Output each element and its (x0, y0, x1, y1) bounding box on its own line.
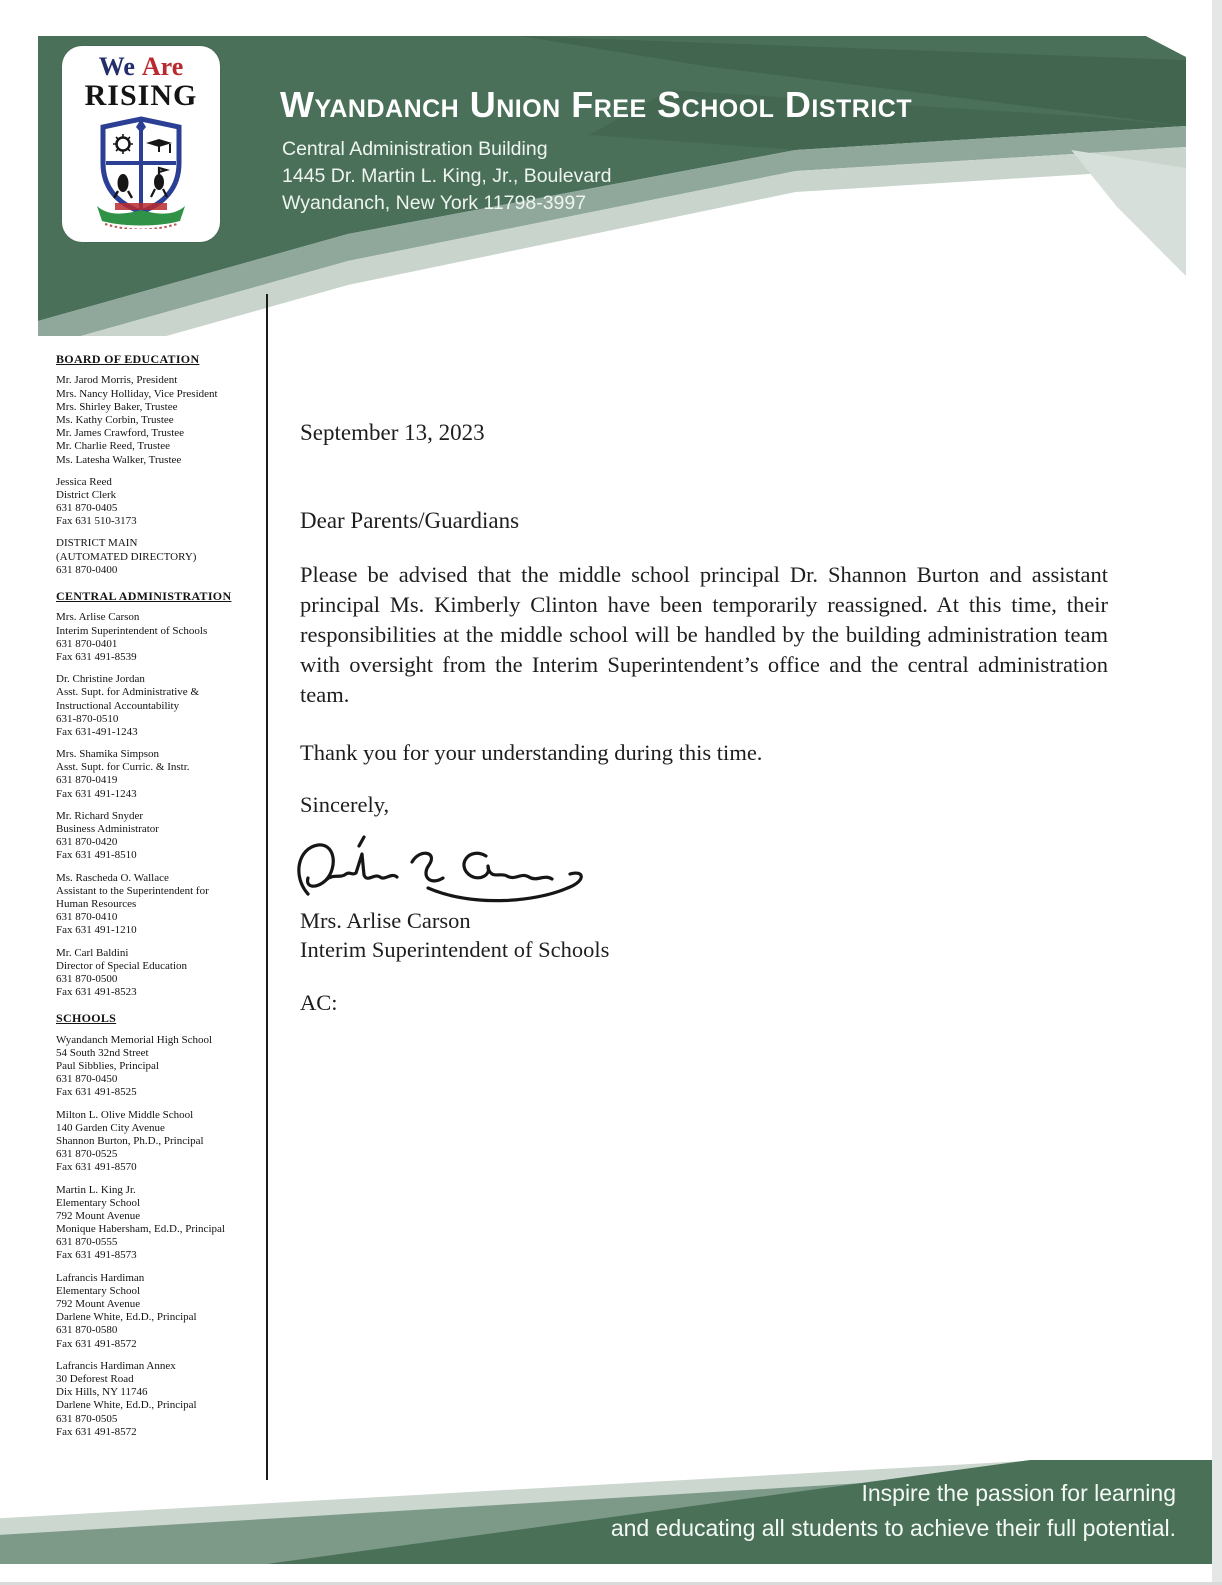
sidebar-line: (AUTOMATED DIRECTORY) (56, 550, 197, 563)
sidebar-line: Interim Superintendent of Schools (56, 624, 208, 637)
sidebar-line: Mrs. Arlise Carson (56, 611, 140, 624)
logo-rising-text: RISING (84, 79, 198, 112)
sidebar-line: 631 870-0405 (56, 502, 118, 515)
sidebar-entry (56, 1272, 251, 1351)
sidebar-line: 631 870-0450 (56, 1073, 118, 1086)
sidebar-line: Mr. James Crawford, Trustee (56, 427, 185, 440)
logo-we-are-text: We Are (98, 52, 184, 81)
closing-line: Sincerely, (300, 792, 390, 817)
sidebar-section-heading: BOARD OF EDUCATION (56, 352, 200, 366)
vertical-divider-line (266, 294, 268, 1480)
sidebar-line: 792 Mount Avenue (56, 1209, 141, 1222)
sidebar-entry (56, 476, 251, 529)
sidebar-line: Fax 631 491-8525 (56, 1086, 137, 1099)
sidebar-line: 631 870-0580 (56, 1324, 118, 1337)
sidebar-line: Fax 631 510-3173 (56, 515, 137, 528)
sidebar-entry (56, 537, 251, 577)
sidebar-line: Darlene White, Ed.D., Principal (56, 1399, 197, 1412)
district-motto (611, 1476, 1176, 1545)
sidebar-section (56, 1011, 251, 1439)
sidebar-line: Assistant to the Superintendent for (56, 884, 209, 897)
sidebar-line: Fax 631 491-8573 (56, 1249, 137, 1262)
sidebar-line: 631 870-0419 (56, 774, 118, 787)
sidebar-line: 792 Mount Avenue (56, 1298, 141, 1311)
sidebar-line: Fax 631 491-8570 (56, 1161, 137, 1174)
scan-edge (1212, 0, 1222, 1585)
sidebar-line: Ms. Rascheda O. Wallace (56, 871, 169, 884)
address-line: Central Administration Building (282, 138, 548, 160)
sidebar-line: 140 Garden City Avenue (56, 1121, 165, 1134)
sidebar-entry (56, 673, 251, 739)
sidebar-line: Ms. Kathy Corbin, Trustee (56, 413, 174, 426)
sidebar-line: Martin L. King Jr. (56, 1183, 136, 1196)
signer-name: Mrs. Arlise Carson (300, 908, 471, 933)
signature (288, 824, 600, 916)
body-paragraph: Please be advised that the middle school principal Dr. Shannon Burton and assistant principal Ms. Kimberly Clinton have been temporarily reassigned. At this time, their responsibilities at the middle school will be handled by the building administration team with oversight from the Interim Superintendent’s office and the central administration team. (300, 562, 1108, 707)
sidebar-entry (56, 947, 251, 1000)
sidebar-line: Elementary School (56, 1196, 141, 1209)
sidebar-line: Fax 631 491-1243 (56, 787, 137, 800)
sidebar-line: Lafrancis Hardiman (56, 1271, 145, 1284)
sidebar-line: Business Administrator (56, 823, 159, 836)
sidebar-entry (56, 872, 251, 938)
signer-title: Interim Superintendent of Schools (300, 937, 610, 963)
sidebar-line: Mr. Jarod Morris, President (56, 374, 178, 387)
address-line: 1445 Dr. Martin L. King, Jr., Boulevard (282, 164, 612, 187)
sidebar-section (56, 589, 251, 999)
district-logo (62, 46, 220, 242)
sidebar-line: Elementary School (56, 1284, 141, 1297)
sidebar-line: Mrs. Shamika Simpson (56, 748, 159, 761)
sidebar-line: Jessica Reed (56, 475, 112, 488)
sidebar-line: 30 Deforest Road (56, 1372, 134, 1385)
sidebar-line: 631 870-0400 (56, 563, 118, 576)
address-line: Wyandanch, New York 11798-3997 (282, 191, 587, 214)
sidebar-line: Mr. Richard Snyder (56, 809, 144, 822)
sidebar-line: Paul Sibblies, Principal (56, 1060, 159, 1073)
sidebar-entry (56, 1184, 251, 1263)
body-paragraph: Thank you for your understanding during this time. (300, 740, 763, 765)
sidebar-line: Darlene White, Ed.D., Principal (56, 1311, 197, 1324)
sidebar-line: Asst. Supt. for Administrative & (56, 686, 199, 699)
sidebar-entry (56, 748, 251, 801)
sidebar-line: Instructional Accountability (56, 699, 180, 712)
district-name-title: Wyandanch Union Free School District (280, 84, 913, 125)
motto-line: and educating all students to achieve their full potential. (610, 1514, 1176, 1541)
sidebar-line: Fax 631 491-8523 (56, 986, 137, 999)
sidebar-line: 631 870-0505 (56, 1412, 118, 1425)
sidebar-entry (56, 1109, 251, 1175)
sidebar-line: Lafrancis Hardiman Annex (56, 1359, 176, 1372)
footer-banner (0, 1460, 1212, 1564)
sidebar-line: Fax 631 491-8572 (56, 1425, 137, 1438)
sidebar-line: Asst. Supt. for Curric. & Instr. (56, 761, 190, 774)
sidebar-entry (56, 374, 251, 466)
sidebar-line: Mrs. Nancy Holliday, Vice President (56, 387, 218, 400)
letter-date: September 13, 2023 (300, 420, 485, 445)
sidebar-line: Director of Special Education (56, 959, 188, 972)
sidebar-line: Human Resources (56, 897, 137, 910)
sidebar-line: Mr. Charlie Reed, Trustee (56, 440, 170, 453)
sidebar-line: Ms. Latesha Walker, Trustee (56, 453, 182, 466)
sidebar-entry (56, 1034, 251, 1100)
sidebar-line: 631 870-0500 (56, 972, 118, 985)
sidebar-section (56, 352, 251, 577)
sidebar-section-heading: CENTRAL ADMINISTRATION (56, 589, 232, 604)
sidebar-line: Monique Habersham, Ed.D., Principal (56, 1223, 225, 1236)
sidebar-line: Fax 631 491-1210 (56, 924, 137, 937)
salutation: Dear Parents/Guardians (300, 508, 520, 533)
sidebar-line: DISTRICT MAIN (56, 537, 138, 550)
district-crest (85, 111, 197, 229)
sidebar-line: Milton L. Olive Middle School (56, 1108, 194, 1121)
sidebar-line: Mrs. Shirley Baker, Trustee (56, 400, 178, 413)
sidebar-line: Fax 631-491-1243 (56, 725, 138, 738)
sidebar-line: District Clerk (56, 488, 117, 501)
sidebar-line: Wyandanch Memorial High School (56, 1033, 213, 1046)
sidebar-line: Shannon Burton, Ph.D., Principal (56, 1134, 204, 1147)
sidebar-line: Fax 631 491-8539 (56, 650, 137, 663)
sidebar-line: Fax 631 491-8572 (56, 1337, 137, 1350)
sidebar-directory (56, 352, 251, 1448)
sidebar-entry (56, 611, 251, 664)
signature-block (300, 906, 609, 965)
sidebar-line: Dix Hills, NY 11746 (56, 1386, 148, 1399)
sidebar-line: Fax 631 491-8510 (56, 849, 137, 862)
sidebar-line: 631 870-0555 (56, 1236, 118, 1249)
sidebar-entry (56, 810, 251, 863)
sidebar-line: Dr. Christine Jordan (56, 673, 145, 686)
sidebar-line: 54 South 32nd Street (56, 1046, 149, 1059)
sidebar-line: 631 870-0525 (56, 1148, 118, 1161)
sidebar-entry (56, 1360, 251, 1439)
sidebar-line: Mr. Carl Baldini (56, 946, 129, 959)
sidebar-line: 631-870-0510 (56, 712, 119, 725)
district-address (282, 136, 612, 217)
motto-line: Inspire the passion for learning (861, 1480, 1176, 1506)
sidebar-line: 631 870-0410 (56, 911, 118, 924)
cc-line: AC: (300, 990, 338, 1015)
sidebar-line: 631 870-0420 (56, 836, 118, 849)
sidebar-section-heading: SCHOOLS (56, 1011, 117, 1026)
sidebar-line: 631 870-0401 (56, 637, 118, 650)
